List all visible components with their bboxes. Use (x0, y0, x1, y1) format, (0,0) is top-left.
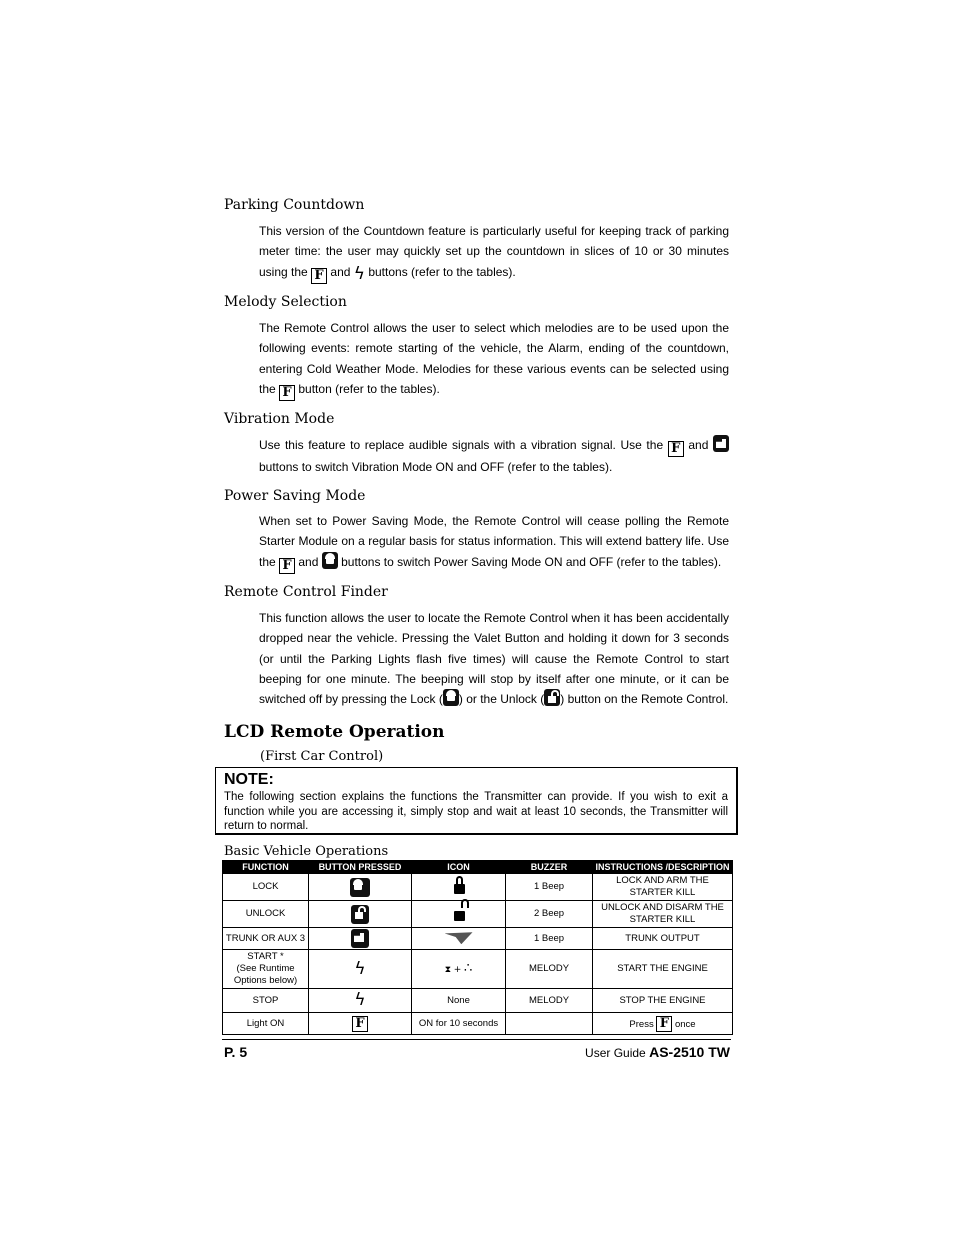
lock-button-icon (443, 689, 459, 706)
header-buzzer: BUZZER (506, 861, 593, 874)
footer-divider (222, 1039, 731, 1040)
note-text: The following section explains the functions the Transmitter can provide. If you wish to exit a function while you are accessing it, simply stop and wait at least 10 seconds, the Transmitter will return to normal. (224, 791, 728, 832)
cell-icon (412, 901, 506, 928)
cell-buzzer: 2 Beep (506, 901, 593, 928)
table-row (223, 950, 733, 989)
header-instructions: INSTRUCTIONS /DESCRIPTION (593, 861, 733, 874)
lcd-section-heading: LCD Remote Operation (224, 722, 445, 742)
cell-buzzer: MELODY (506, 989, 593, 1013)
cell-desc: UNLOCK AND DISARM THE STARTER KILL (593, 901, 733, 928)
trunk-button-icon (351, 929, 369, 948)
cell-icon: None (412, 989, 506, 1013)
section-title-vibration: Vibration Mode (224, 411, 335, 427)
bolt-icon: ϟ (354, 990, 366, 1010)
cell-button (309, 928, 412, 950)
bolt-icon: ϟ (354, 958, 366, 979)
cell-button (309, 901, 412, 928)
table-row (223, 928, 733, 950)
f-button-icon: F (311, 268, 327, 284)
f-button-icon: F (668, 441, 684, 457)
cell-desc: LOCK AND ARM THE STARTER KILL (593, 874, 733, 901)
page-number: P. 5 (224, 1044, 248, 1060)
vibration-paragraph: Use this feature to replace audible signals with a vibration signal. Use the F and buttons to switch Vibration Mode ON and OFF (refer to the tables). (259, 435, 729, 477)
table-row (223, 1013, 733, 1035)
table-title: Basic Vehicle Operations (224, 844, 389, 859)
cell-desc: STOP THE ENGINE (593, 989, 733, 1013)
section-title-parking: Parking Countdown (224, 197, 365, 213)
table-row (223, 901, 733, 928)
cell-icon (412, 874, 506, 901)
trunk-icon (445, 932, 473, 944)
unlock-button-icon (544, 689, 560, 706)
cell-function: Light ON (223, 1013, 309, 1035)
cell-buzzer: 1 Beep (506, 874, 593, 901)
cell-buzzer: 1 Beep (506, 928, 593, 950)
padlock-closed-icon (454, 880, 464, 894)
cell-button (309, 989, 412, 1013)
cell-function: START * (See Runtime Options below) (223, 950, 309, 989)
cell-button (309, 1013, 412, 1035)
cell-buzzer (506, 1013, 593, 1035)
hourglass-icon: ⧗ (444, 964, 452, 975)
cell-function: UNLOCK (223, 901, 309, 928)
table-header-row (223, 861, 733, 874)
lock-button-icon (322, 552, 338, 569)
section-title-finder: Remote Control Finder (224, 584, 388, 600)
footer-guide: User Guide AS-2510 TW (585, 1044, 730, 1060)
header-function: FUNCTION (223, 861, 309, 874)
table-row (223, 989, 733, 1013)
cell-function: STOP (223, 989, 309, 1013)
header-button-pressed: BUTTON PRESSED (309, 861, 412, 874)
trunk-button-icon (713, 435, 729, 452)
unlock-button-icon (351, 905, 369, 924)
fan-icon: ∴ (463, 960, 473, 976)
cell-desc: Press F once (593, 1013, 733, 1035)
finder-paragraph: This function allows the user to locate the Remote Control when it has been accidentally dropped near the vehicle. Pressing the Valet Button and holding it down for 3 seconds (or until the Parking Lights flash five times) will cause the Remote Control to start beeping for one minute. The beeping will stop by itself after one minute, or it can be switched off by pressing the Lock ( ) or the Unlock ( ) button on the Remote Control. (259, 611, 729, 707)
note-title: NOTE: (224, 771, 274, 788)
padlock-open-icon (454, 907, 464, 921)
cell-icon (412, 928, 506, 950)
cell-desc: TRUNK OUTPUT (593, 928, 733, 950)
cell-desc: START THE ENGINE (593, 950, 733, 989)
cell-icon: ⧗ + ∴ (412, 950, 506, 989)
f-button-icon: F (352, 1016, 368, 1032)
f-button-icon: F (656, 1016, 672, 1032)
header-icon: ICON (412, 861, 506, 874)
section-title-power: Power Saving Mode (224, 488, 366, 504)
cell-function: TRUNK OR AUX 3 (223, 928, 309, 950)
operations-table (222, 860, 733, 1035)
parking-paragraph: This version of the Countdown feature is particularly useful for keeping track of parking meter time: the user may quickly set up the countdown in slices of 10 or 30 minutes using the F and ϟ buttons (refer to the tables). (259, 224, 729, 284)
footer-model: AS-2510 TW (649, 1044, 730, 1060)
note-box (215, 767, 738, 835)
f-button-icon: F (279, 385, 295, 401)
lock-button-icon (350, 878, 370, 897)
f-button-icon: F (279, 558, 295, 574)
table-row (223, 874, 733, 901)
power-paragraph: When set to Power Saving Mode, the Remote Control will cease polling the Remote Starter Module on a regular basis for status information. This will extend battery life. Use the F and buttons to switch Power Saving Mode ON and OFF (refer to the tables). (259, 514, 729, 573)
section-title-melody: Melody Selection (224, 294, 347, 310)
cell-button (309, 950, 412, 989)
cell-buzzer: MELODY (506, 950, 593, 989)
bolt-icon: ϟ (353, 263, 365, 284)
lcd-subtitle: (First Car Control) (260, 749, 384, 764)
cell-button (309, 874, 412, 901)
cell-icon: ON for 10 seconds (412, 1013, 506, 1035)
cell-function: LOCK (223, 874, 309, 901)
melody-paragraph: The Remote Control allows the user to select which melodies are to be used upon the following events: remote starting of the vehicle, the Alarm, ending of the countdown, entering Cold Weather Mode. Melodies for these various events can be selected using the F button (refer to the tables). (259, 321, 729, 400)
